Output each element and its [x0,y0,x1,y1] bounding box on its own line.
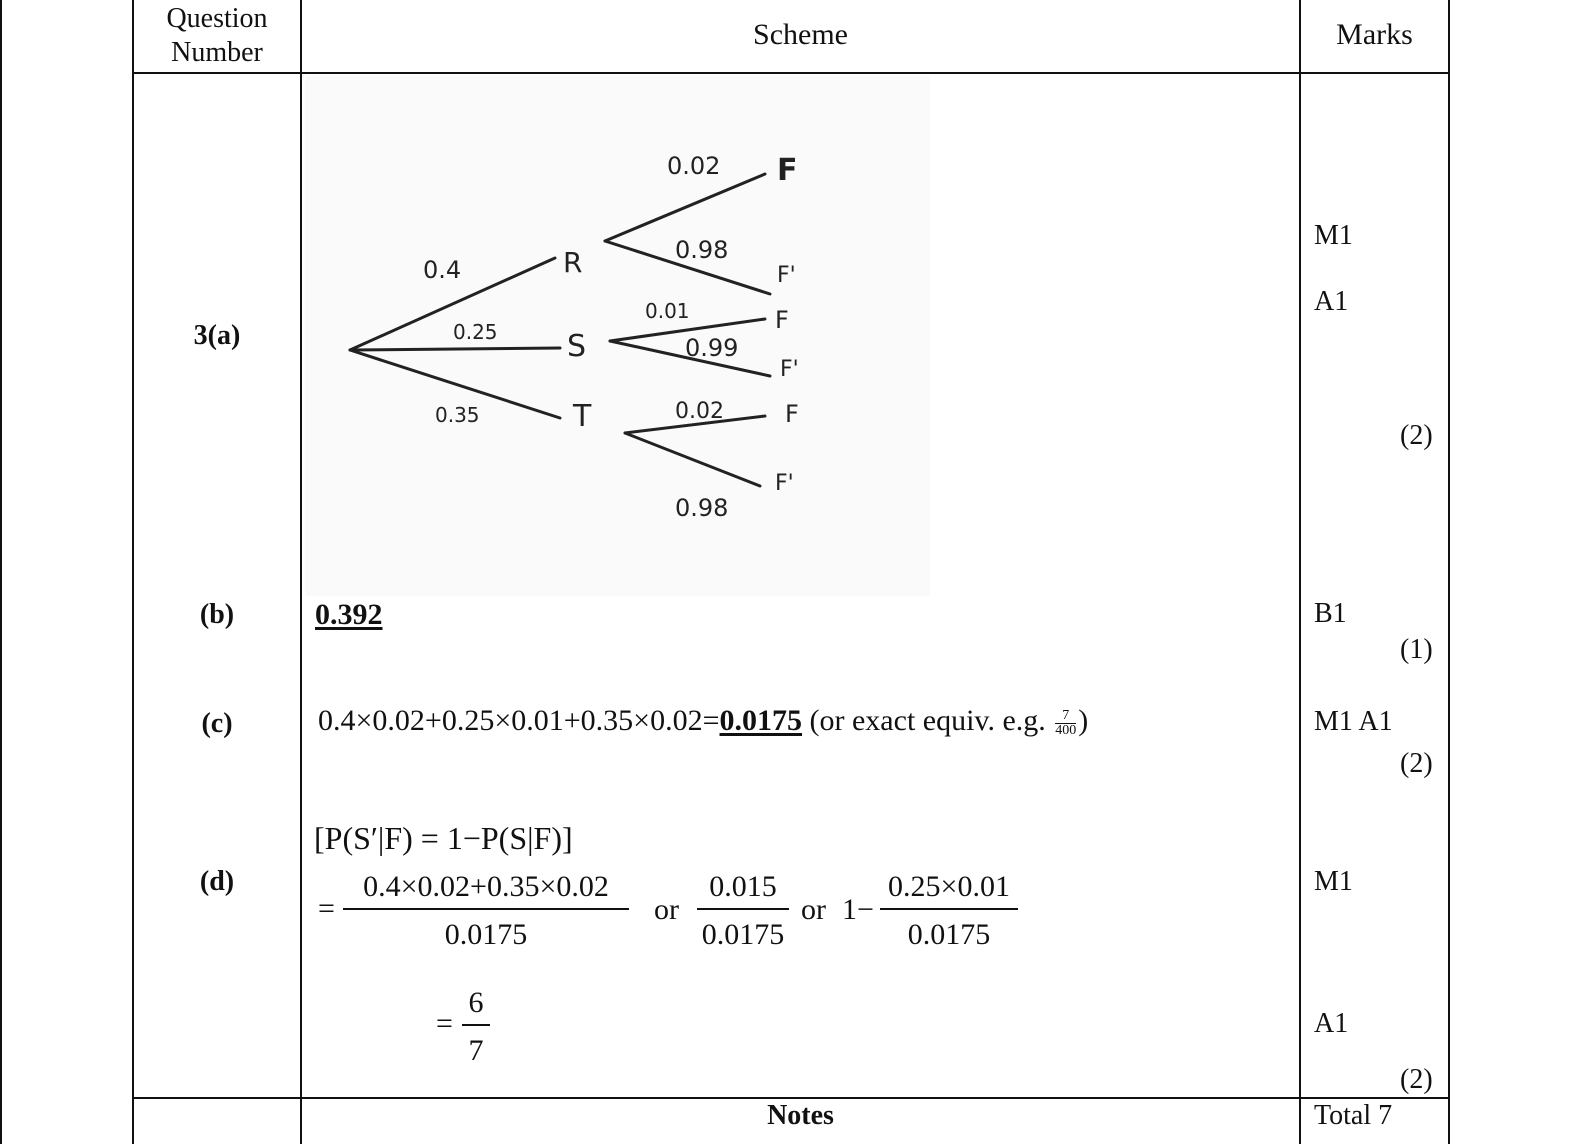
result-denominator: 7 [468,1034,484,1067]
col-border-2 [300,0,302,1144]
note-c-fraction [1055,709,1076,738]
fraction-3-d [880,870,1018,952]
header-marks: Marks [1336,18,1413,51]
fraction-1-denominator: 0.0175 [444,918,528,951]
note-c-open: (or exact equiv. e.g. [809,704,1046,737]
total-marks: Total 7 [1314,1100,1393,1131]
prob-t-fprime: 0.98 [675,494,729,522]
question-label-c: (c) [201,708,233,739]
tree-diagram-background [305,76,930,596]
or-1-d: or [654,893,679,926]
one-minus-d: 1− [842,893,874,926]
mark-a-total: (2) [1400,420,1433,451]
notes-heading: Notes [767,1100,834,1131]
line1-d: [P(S′|F) = 1−P(S|F)] [314,820,573,856]
node-t: T [573,399,592,434]
label-s-f: F [775,306,789,334]
tree-diagram [305,76,945,596]
result-numerator: 6 [462,986,490,1026]
note-c-denominator: 400 [1055,722,1077,738]
prob-t-f: 0.02 [675,399,724,424]
equals-d: = [318,892,335,925]
answer-b: 0.392 [315,598,383,631]
fraction-2-numerator: 0.015 [697,870,789,910]
mark-a-a1: A1 [1314,286,1349,317]
note-c-close: ) [1078,704,1089,737]
answer-c: 0.0175 [719,704,803,737]
mark-c: M1 A1 [1314,706,1393,737]
prob-r-fprime: 0.98 [675,236,729,264]
working-c [318,704,1088,738]
fraction-1-numerator: 0.4×0.02+0.35×0.02 [343,870,629,910]
mark-d-total: (2) [1400,1064,1433,1095]
question-label-d: (d) [199,866,235,897]
footer-divider [132,1097,1450,1099]
col-border-3 [1299,0,1301,1144]
prob-s-f: 0.01 [645,299,690,323]
header-scheme: Scheme [753,18,848,51]
label-t-f: F [785,400,799,428]
question-label-b: (b) [199,599,235,630]
mark-b-b1: B1 [1314,598,1347,629]
mark-d-m1: M1 [1314,866,1353,897]
prob-root-s: 0.25 [453,320,498,344]
or-2-d: or [801,893,826,926]
node-r: R [563,246,583,279]
prob-s-fprime: 0.99 [685,334,739,362]
fraction-3-denominator: 0.0175 [907,918,991,951]
result-equals-d: = [436,1007,453,1040]
header-divider [132,72,1450,74]
fraction-2-denominator: 0.0175 [701,918,785,951]
fraction-3-numerator: 0.25×0.01 [880,870,1018,910]
branch-root-s [350,348,560,350]
mark-a-m1: M1 [1314,220,1353,251]
label-r-fprime: F' [777,263,796,288]
mark-c-total: (2) [1400,748,1433,779]
col-border-4 [1448,0,1450,1144]
mark-b-total: (1) [1400,634,1433,665]
col-border-1 [132,0,134,1144]
header-question-number [134,2,300,70]
header-question-line1: Question [166,3,268,34]
expression-c: 0.4×0.02+0.25×0.01+0.35×0.02= [318,704,720,737]
question-label-a: 3(a) [193,320,241,351]
prob-root-r: 0.4 [423,256,462,284]
fraction-2-d [697,870,789,952]
result-fraction-d [462,986,490,1068]
fraction-1-d [343,870,629,952]
prob-r-f: 0.02 [667,152,721,180]
note-c-numerator: 7 [1055,709,1076,724]
node-s: S [567,329,587,364]
left-border-outer [0,0,2,1144]
prob-root-t: 0.35 [435,403,480,427]
label-t-fprime: F' [775,471,794,496]
mark-d-a1: A1 [1314,1008,1349,1039]
label-r-f: F [777,153,798,188]
header-question-line2: Number [171,37,263,68]
label-s-fprime: F' [780,357,799,382]
